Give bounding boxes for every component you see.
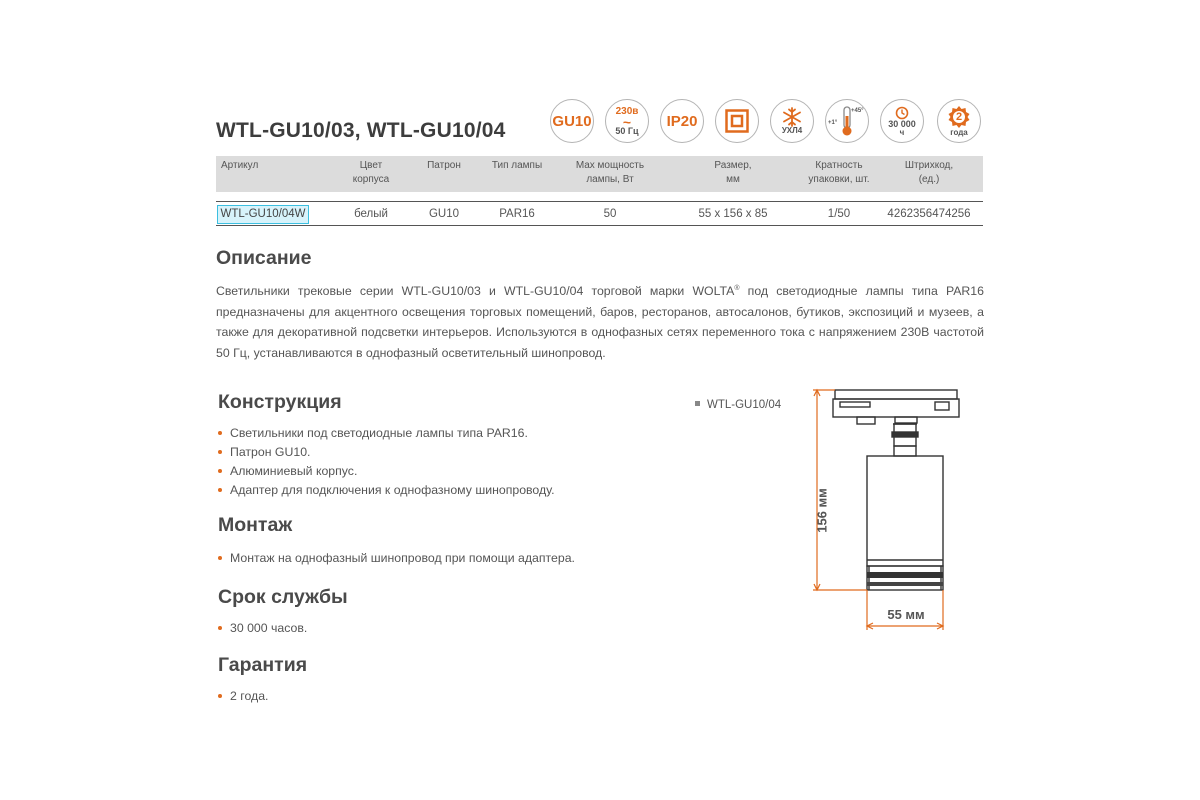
double-insulation-badge (715, 99, 759, 143)
drawing-legend (695, 399, 781, 411)
col-sku: Артикул (221, 160, 259, 171)
socket-gu10-badge (550, 99, 594, 143)
construction-heading: Конструкция (218, 391, 342, 413)
lifetime-unit: ч (899, 127, 905, 137)
list-item: Светильники под светодиодные лампы типа PAR16. (218, 426, 528, 440)
product-title: WTL-GU10/03, WTL-GU10/04 (216, 119, 506, 142)
voltage-value: 230в (615, 105, 639, 117)
list-item: Монтаж на однофазный шинопровод при помощи адаптера. (218, 551, 575, 565)
double-square-icon (725, 109, 749, 133)
warranty-seal-icon (948, 106, 970, 128)
warranty-years: 2 (955, 110, 963, 123)
lifetime-value: 30 000 (888, 118, 916, 129)
cell-pack: 1/50 (827, 208, 851, 220)
warranty-unit: года (950, 127, 968, 137)
lifetime-badge (880, 99, 924, 143)
sku-cell: WTL-GU10/04W (217, 205, 309, 224)
cell-size: 55 x 156 x 85 (698, 208, 768, 220)
cell-color: белый (354, 208, 388, 220)
col-pack: Кратность упаковки, шт. (808, 160, 870, 185)
list-item: Патрон GU10. (218, 445, 310, 459)
warranty-heading: Гарантия (218, 654, 308, 676)
col-color: Цвет корпуса (352, 160, 390, 185)
voltage-badge (605, 99, 649, 143)
table-top-rule (216, 201, 983, 202)
frequency-value: 50 Гц (615, 125, 639, 136)
col-max-power: Max мощность лампы, Вт (575, 160, 645, 185)
col-lamp-type: Тип лампы (491, 160, 543, 171)
service-life-heading: Срок службы (218, 586, 348, 608)
cell-power: 50 (603, 208, 617, 220)
table-bottom-rule (216, 225, 983, 226)
temp-max-label: +45° (851, 108, 864, 114)
body-ring (867, 572, 943, 578)
description-text: Светильники трековые серии WTL-GU10/03 и WTL-GU10/04 торговой марки WOLTA® под светодиодные лампы типа PAR16 предназначены для акцентного освещения торговых помещений, баров, ресторанов, автосалонов, бутиков, экспозиций и музеев, а также для декоративной подсветки интерьеров. Используются в однофазных сетях переменного тока с напряжением 230В частотой 50 Гц, устанавливаются в однофазный осветительный шинопровод. (216, 284, 984, 360)
cell-lamp: PAR16 (499, 208, 535, 220)
ac-wave-icon: ~ (622, 113, 632, 130)
list-item: Адаптер для подключения к однофазному шинопроводу. (218, 483, 555, 497)
spec-table-header (216, 156, 983, 192)
mounting-heading: Монтаж (218, 514, 293, 536)
cell-socket: GU10 (428, 208, 460, 220)
climate-label: УХЛ4 (781, 126, 803, 135)
col-size: Размер, мм (714, 160, 752, 185)
legend-square-icon (695, 401, 700, 406)
clock-icon (895, 106, 909, 120)
climate-badge (770, 99, 814, 143)
cell-barcode: 4262356474256 (887, 208, 971, 220)
list-item: Алюминиевый корпус. (218, 464, 357, 478)
width-dimension-label: 55 мм (887, 607, 925, 622)
temp-min-label: +1° (828, 120, 838, 126)
col-socket: Патрон (427, 160, 461, 171)
legend-label: WTL-GU10/04 (707, 399, 782, 411)
ip20-badge (660, 99, 704, 143)
temperature-badge (825, 99, 869, 143)
list-item: 2 года. (218, 689, 268, 703)
snowflake-sun-icon (781, 107, 803, 127)
col-barcode: Штрихкод, (ед.) (904, 160, 954, 185)
list-item: 30 000 часов. (218, 621, 307, 635)
height-dimension-label: 156 мм (814, 488, 830, 533)
description-heading: Описание (216, 247, 312, 269)
warranty-badge (937, 99, 981, 143)
body-ring (867, 582, 943, 586)
socket-badge-label: GU10 (552, 112, 592, 130)
ip-badge-label: IP20 (666, 112, 698, 130)
